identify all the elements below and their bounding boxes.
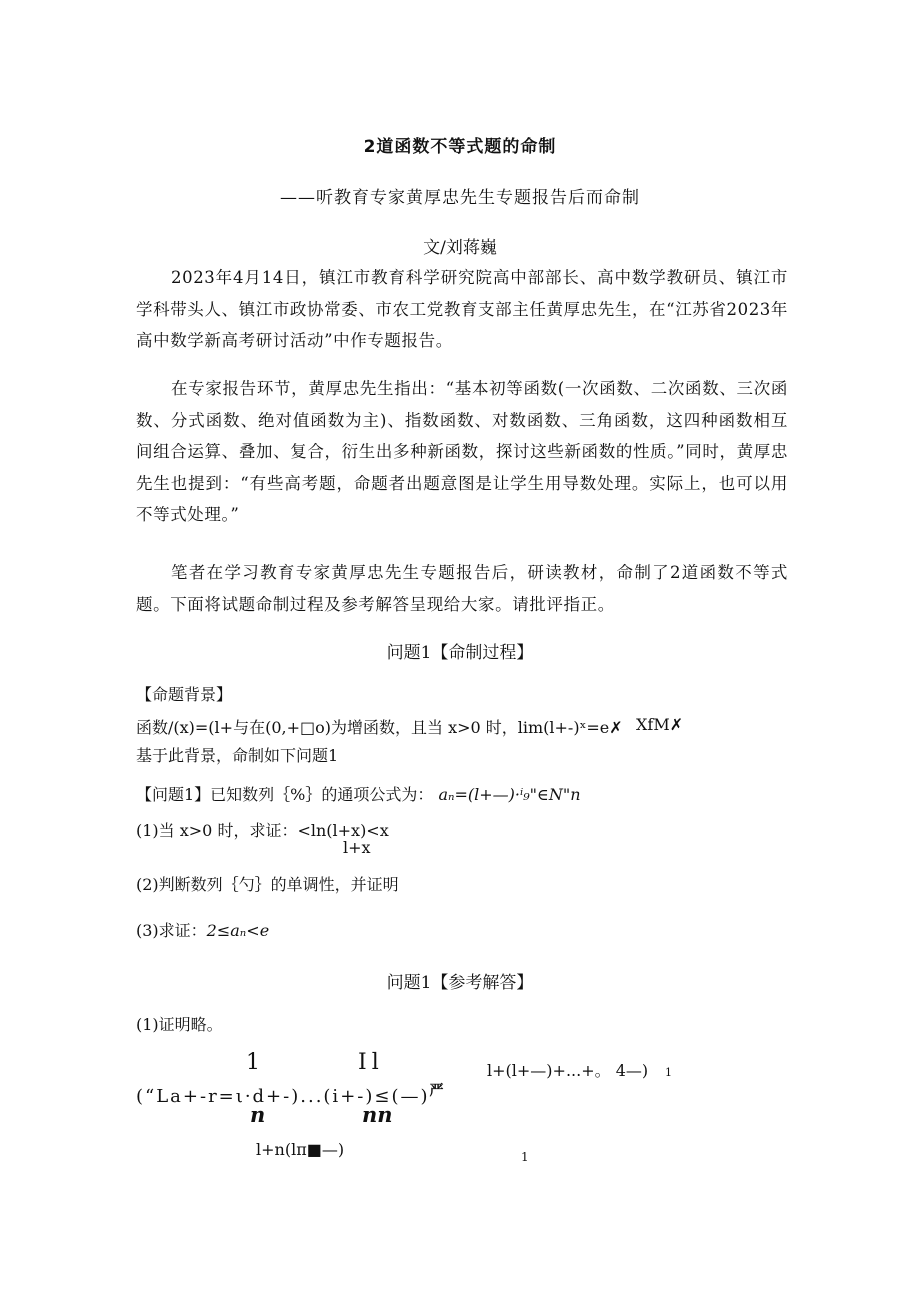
problem-statement: 【问题1】已知数列｛%｝的通项公式为： aₙ=(l+—)·ⁱ₉"∈N"n xyxy=(136,785,581,804)
formula-last-line: l+n(lπ■—) xyxy=(256,1140,345,1159)
part-2: (2)判断数列｛勺｝的单调性，并证明 xyxy=(136,875,399,894)
background-line: 函数/(x)=(l+与在(0,+□o)为增函数，且当 x>0 时，lim(l+-)ˣ=e✗ xyxy=(136,718,623,737)
part-1: (1)当 x>0 时，求证：<ln(l+x)<x xyxy=(136,821,389,840)
formula-main-sup: 严 xyxy=(429,1083,446,1099)
formula-bottom-b: nn xyxy=(362,1102,393,1127)
paragraph-2: 在专家报告环节，黄厚忠先生指出：“基本初等函数(一次函数、二次函数、三次函数、分式函数、绝对值函数为主)、指数函数、对数函数、三角函数，这四种函数相互间组合运算、叠加、复合，衍生出多种新函数，探讨这些新函数的性质。”同时，黄厚忠先生也提到：“有些高考题，命题者出题意图是让学生用导数处理。实际上，也可以用不等式处理。” xyxy=(136,379,788,524)
part-1-denominator: l+x xyxy=(343,838,371,857)
page-title: 2道函数不等式题的命制 xyxy=(363,137,557,157)
paragraph-3: 笔者在学习教育专家黄厚忠先生专题报告后，研读教材，命制了2道函数不等式题。下面将试题命制过程及参考解答呈现给大家。请批评指正。 xyxy=(136,563,788,614)
formula-last-tail: 1 xyxy=(521,1150,529,1164)
formula-bottom-a: n xyxy=(250,1102,266,1127)
background-tail: XfM✗ xyxy=(636,715,684,734)
formula-top-a: 1 xyxy=(246,1050,265,1075)
author: 文/刘蒋巍 xyxy=(423,238,497,258)
background-label: 【命题背景】 xyxy=(136,685,233,704)
formula-right-top-sub: 1 xyxy=(665,1066,672,1079)
page-subtitle: ——听教育专家黄厚忠先生专题报告后而命制 xyxy=(280,188,640,208)
part-3-math: 2≤aₙ<e xyxy=(206,921,270,940)
problem-formula: aₙ=(l+—)·ⁱ₉"∈N"n xyxy=(438,785,581,804)
answer-1: (1)证明略。 xyxy=(136,1015,223,1034)
formula-right-top: l+(l+—)+...+。 4—) xyxy=(487,1061,649,1080)
formula-top-b: Il xyxy=(358,1050,384,1075)
part-3: (3)求证：2≤aₙ<e xyxy=(136,921,270,940)
section-heading-answer: 问题1【参考解答】 xyxy=(386,973,534,993)
background-line-2: 基于此背景，命制如下问题1 xyxy=(136,746,339,765)
section-heading-process: 问题1【命制过程】 xyxy=(386,643,534,663)
paragraph-1: 2023年4月14日，镇江市教育科学研究院高中部部长、高中数学教研员、镇江市学科带头人、镇江市政协常委、市农工党教育支部主任黄厚忠先生，在“江苏省2023年高中数学新高考研讨活动”中作专题报告。 xyxy=(136,268,788,350)
formula-main: (“La+-r=ι·d+-)...(i+-)≤(—)$^严$ xyxy=(136,1083,446,1107)
